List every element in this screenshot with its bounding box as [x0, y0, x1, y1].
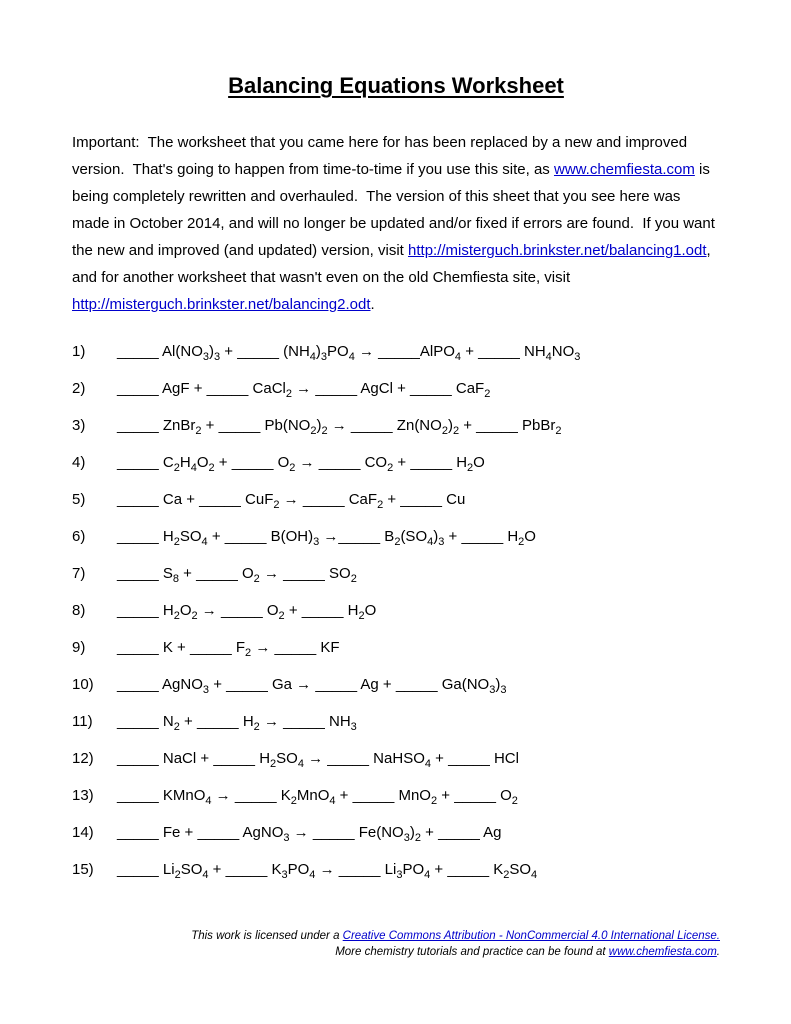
problem-row — [72, 822, 720, 844]
subscript: 4 — [348, 351, 355, 363]
subscript: 3 — [202, 351, 210, 363]
problem-row — [72, 563, 720, 585]
subscript: 2 — [310, 425, 317, 437]
problem-equation: _____ Fe + _____ AgNO$_3$ → _____ $Fe(NO_3)_2$ + _____ Ag — [117, 824, 502, 844]
hyperlink[interactable]: www.chemfiesta.com — [553, 161, 695, 178]
problem-equation: _____ $C_2H_4O_2$ + _____ $O_2$ → _____ $CO_2$ + _____ $H_2O$ — [117, 454, 485, 474]
problem-number: 1) — [72, 343, 86, 360]
text-segment: More chemistry tutorials and practice can be found at — [335, 946, 609, 958]
subscript: 3 — [489, 684, 496, 696]
problem-row — [72, 859, 720, 881]
subscript: 2 — [285, 388, 292, 400]
subscript: 4 — [309, 351, 316, 363]
problem-row — [72, 415, 720, 437]
problem-number: 11) — [72, 713, 93, 730]
page-title: Balancing Equations Worksheet — [228, 73, 564, 98]
subscript: 2 — [430, 795, 438, 807]
subscript: 2 — [452, 425, 460, 437]
subscript: 2 — [245, 647, 252, 659]
subscript: 2 — [174, 869, 181, 881]
problem-row — [72, 489, 720, 511]
subscript: 4 — [201, 536, 208, 548]
problem-equation: _____ $H_2SO_4$ + _____ $B(OH)_3$ →_____ $B_2(SO_4)_3$ + _____ $H_2O$ — [117, 528, 536, 548]
subscript: 2 — [518, 536, 525, 548]
subscript: 2 — [173, 610, 180, 622]
subscript: 4 — [329, 795, 336, 807]
footer-tutorials-line — [191, 944, 720, 960]
problem-row — [72, 748, 720, 770]
text-segment: is being completely rewritten and overhauled. The version of this sheet that you see here was made in October 2014, and will no longer be updated and/or fixed if errors are found. If you want the new and improved (and updated) version, visit — [72, 161, 720, 259]
problem-number: 4) — [72, 454, 86, 471]
problem-equation: _____ AgF + _____ CaCl$_2$ → _____ AgCl + _____ CaF$_2$ — [117, 380, 491, 400]
subscript: 2 — [394, 536, 401, 548]
subscript: 2 — [208, 462, 215, 474]
subscript: 3 — [202, 684, 210, 696]
hyperlink[interactable]: http://misterguch.brinkster.net/balancing1.odt — [408, 242, 707, 259]
footer — [191, 928, 720, 960]
subscript: 2 — [484, 388, 491, 400]
text-segment: Important: The worksheet that you came here for has been replaced by a new and improved version. That's going to happen from time-to-time if you use this site, as — [72, 134, 692, 178]
subscript: 2 — [173, 536, 180, 548]
subscript: 2 — [173, 462, 180, 474]
problem-number: 13) — [72, 787, 94, 804]
subscript: 2 — [173, 721, 180, 733]
subscript: 2 — [290, 795, 297, 807]
text-segment: This work is licensed under a — [191, 930, 343, 942]
footer-license-line — [191, 928, 720, 944]
problem-equation: _____ $S_8$ + _____ $O_2$ → _____ $SO_2$ — [117, 565, 357, 585]
subscript: 3 — [313, 536, 320, 548]
subscript: 4 — [454, 351, 462, 363]
subscript: 3 — [320, 351, 328, 363]
subscript: 4 — [309, 869, 316, 881]
subscript: 2 — [377, 499, 384, 511]
problem-number: 12) — [72, 750, 94, 767]
problem-number: 7) — [72, 565, 86, 582]
subscript: 4 — [424, 869, 431, 881]
subscript: 8 — [172, 573, 180, 585]
subscript: 4 — [531, 869, 538, 881]
problem-number: 5) — [72, 491, 86, 508]
subscript: 2 — [321, 425, 328, 437]
problem-equation: _____ AgNO$_3$ + _____ Ga → _____ Ag + _____ $Ga(NO_3)_3$ — [117, 676, 507, 696]
problem-row — [72, 785, 720, 807]
subscript: 4 — [427, 536, 434, 548]
problem-row — [72, 378, 720, 400]
problem-number: 14) — [72, 824, 94, 841]
problem-equation: _____ $Li_2SO_4$ + _____ $K_3PO_4$ → _____ $Li_3PO_4$ + _____ $K_2SO_4$ — [117, 861, 538, 881]
subscript: 3 — [500, 684, 507, 696]
problem-row — [72, 637, 720, 659]
subscript: 2 — [253, 721, 260, 733]
hyperlink[interactable]: Creative Commons Attribution - NonCommercial 4.0 International License. — [342, 930, 720, 942]
subscript: 4 — [205, 795, 212, 807]
problem-row — [72, 674, 720, 696]
subscript: 2 — [467, 462, 474, 474]
problems-list — [72, 341, 720, 881]
subscript: 2 — [270, 758, 277, 770]
text-segment: . — [370, 296, 375, 313]
problem-number: 6) — [72, 528, 86, 545]
subscript: 2 — [441, 425, 448, 437]
subscript: 2 — [503, 869, 510, 881]
problem-row — [72, 711, 720, 733]
subscript: 2 — [358, 610, 365, 622]
subscript: 2 — [387, 462, 394, 474]
problem-equation: _____ $N_2$ + _____ $H_2$ → _____ $NH_3$ — [117, 713, 357, 733]
subscript: 2 — [289, 462, 296, 474]
problem-equation: _____ Ca + _____ CuF$_2$ → _____ CaF$_2$ + _____ Cu — [117, 491, 466, 511]
subscript: 4 — [202, 869, 209, 881]
subscript: 4 — [545, 351, 552, 363]
subscript: 2 — [195, 425, 202, 437]
hyperlink[interactable]: www.chemfiesta.com — [608, 946, 717, 958]
problem-number: 2) — [72, 380, 86, 397]
intro-paragraph — [72, 129, 720, 318]
subscript: 2 — [191, 610, 198, 622]
text-segment: , and for another worksheet that wasn't even on the old Chemfiesta site, visit — [72, 242, 715, 286]
subscript: 4 — [424, 758, 431, 770]
problem-equation: _____ $H_2O_2$ → _____ $O_2$ + _____ $H_2O$ — [117, 602, 377, 622]
problem-equation: _____ KMnO$_4$ → _____ $K_2MnO_4$ + _____ MnO$_2$ + _____ $O_2$ — [117, 787, 518, 807]
problem-number: 3) — [72, 417, 86, 434]
subscript: 3 — [350, 721, 357, 733]
subscript: 2 — [278, 610, 285, 622]
problem-row — [72, 452, 720, 474]
subscript: 3 — [281, 869, 288, 881]
problem-number: 8) — [72, 602, 86, 619]
problem-equation: _____ $Al(NO_3)_3$ + _____ $(NH_4)_3PO_4$ → _____AlPO$_4$ + _____ $NH_4NO_3$ — [117, 343, 581, 363]
subscript: 2 — [273, 499, 280, 511]
subscript: 4 — [190, 462, 197, 474]
subscript: 3 — [574, 351, 581, 363]
problem-equation: _____ NaCl + _____ $H_2SO_4$ → _____ NaHSO$_4$ + _____ HCl — [117, 750, 519, 770]
subscript: 2 — [350, 573, 357, 585]
problem-equation: _____ K + _____ $F_2$ → _____ KF — [117, 639, 340, 659]
subscript: 2 — [414, 832, 421, 844]
problem-row — [72, 526, 720, 548]
subscript: 2 — [511, 795, 518, 807]
problem-row — [72, 341, 720, 363]
subscript: 3 — [403, 832, 410, 844]
subscript: 2 — [253, 573, 260, 585]
problem-equation: _____ ZnBr$_2$ + _____ $Pb(NO_2)_2$ → _____ $Zn(NO_2)_2$ + _____ PbBr$_2$ — [117, 417, 562, 437]
subscript: 3 — [396, 869, 403, 881]
subscript: 2 — [555, 425, 562, 437]
subscript: 3 — [438, 536, 445, 548]
problem-row — [72, 600, 720, 622]
text-segment: . — [716, 946, 720, 958]
problem-number: 15) — [72, 861, 94, 878]
subscript: 3 — [214, 351, 221, 363]
hyperlink[interactable]: http://misterguch.brinkster.net/balancing2.odt — [72, 296, 371, 313]
subscript: 3 — [283, 832, 290, 844]
subscript: 4 — [297, 758, 304, 770]
problem-number: 10) — [72, 676, 94, 693]
problem-number: 9) — [72, 639, 86, 656]
